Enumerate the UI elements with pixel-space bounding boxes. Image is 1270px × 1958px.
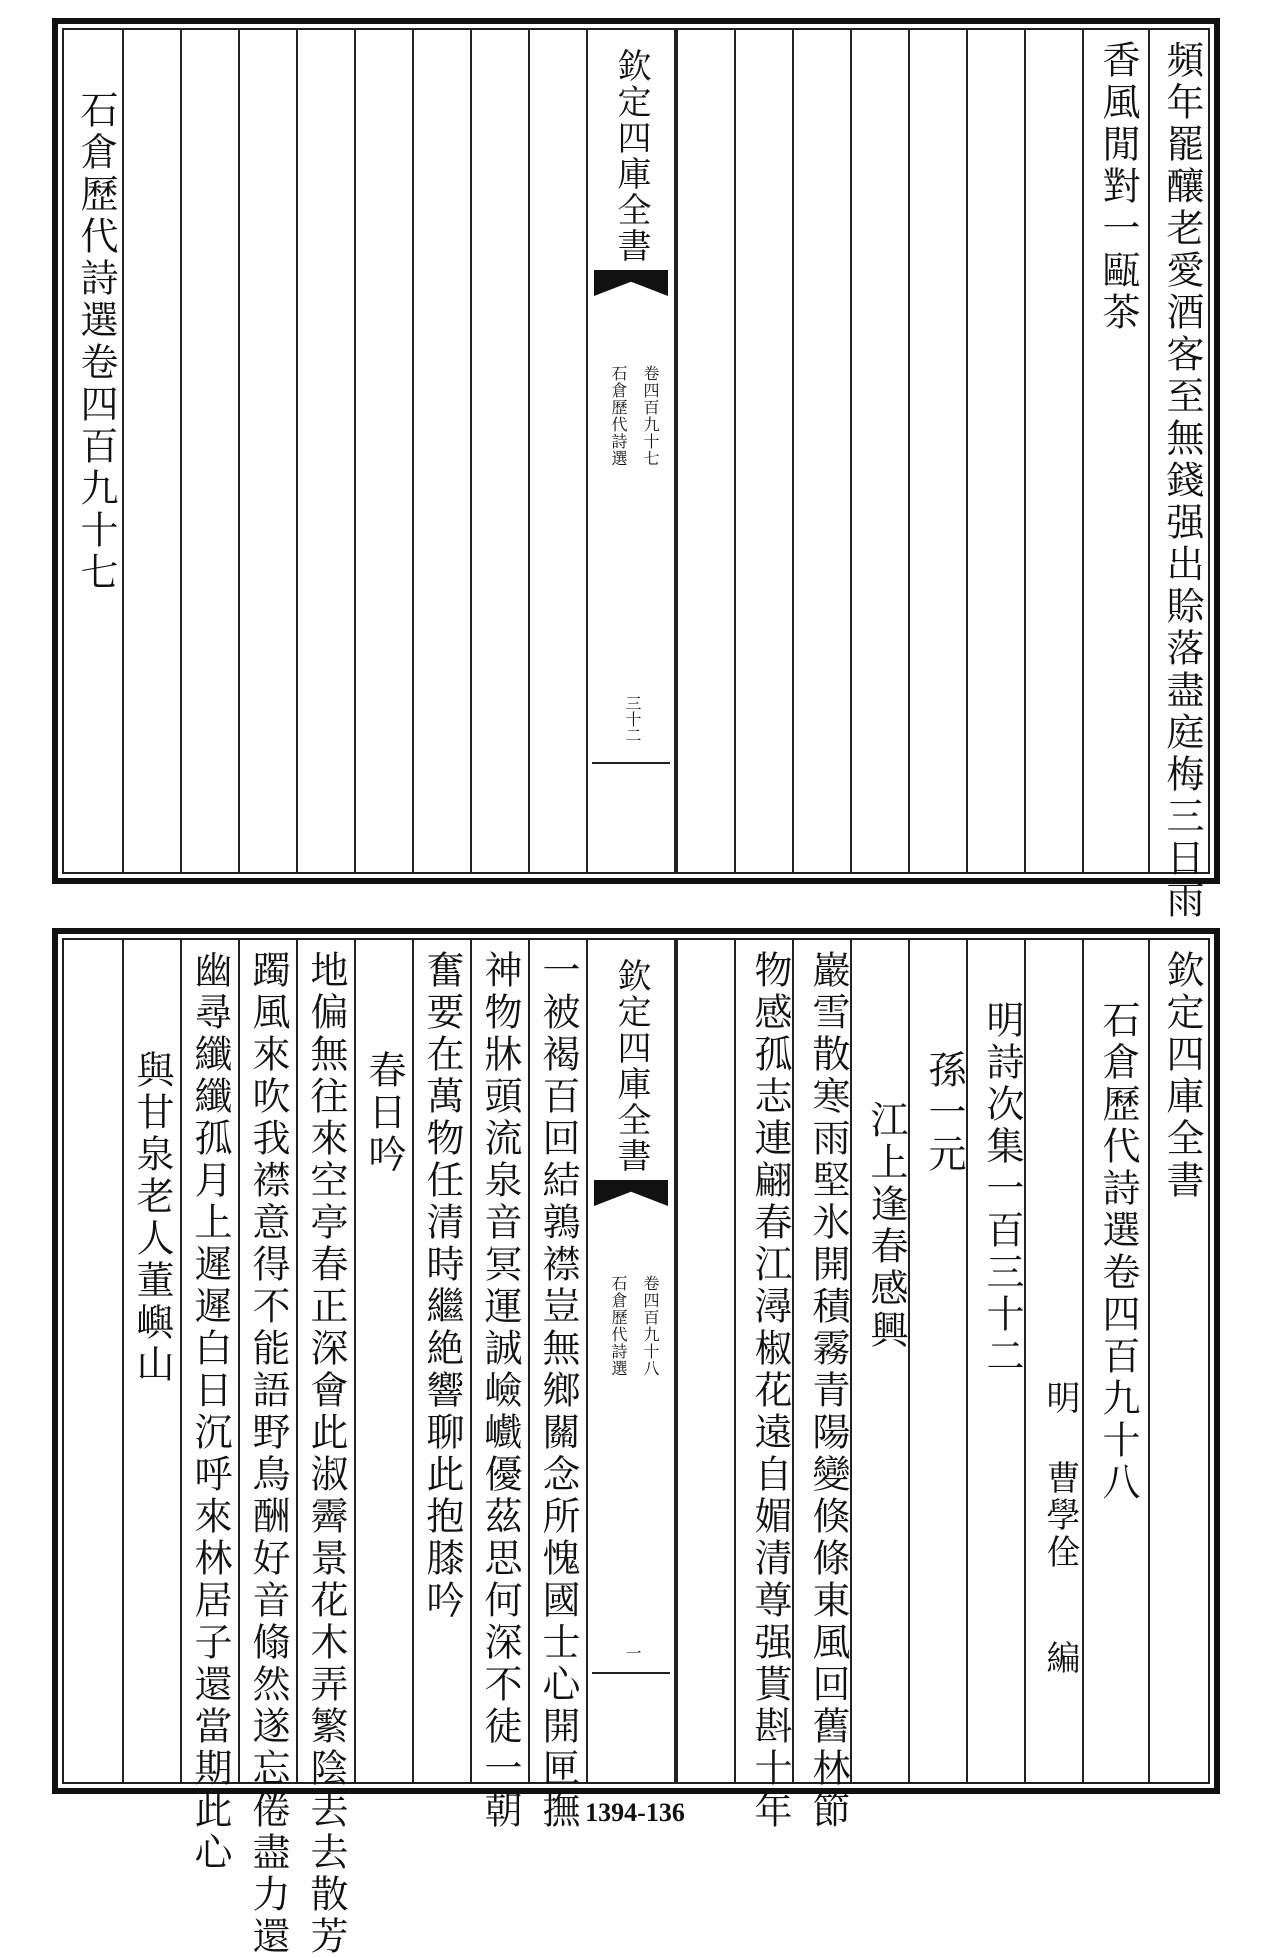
- column-rule: [1082, 30, 1084, 872]
- volume-end-title: 石倉歷代詩選卷四百九十七: [74, 90, 118, 594]
- upper-book-page: [52, 18, 1220, 922]
- column-rule: [792, 30, 794, 872]
- column-rule: [734, 940, 736, 1782]
- compiler-name: 曹學佺: [1040, 1460, 1080, 1571]
- verse-line: 躅風來吹我襟意得不能語野鳥酬好音翛然遂忘倦盡力還: [246, 950, 290, 1958]
- column-rule: [966, 30, 968, 872]
- verse-line: 地偏無往來空亭春正深會此淑霽景花木弄繁陰去去散芳: [304, 950, 348, 1958]
- column-rule: [850, 30, 852, 872]
- volume-title: 石倉歷代詩選卷四百九十八: [1096, 1000, 1140, 1504]
- verse-line: 一被褐百回結鶉襟豈無鄉關念所愧國士心開匣撫: [536, 950, 580, 1832]
- fold-subtitle-volume: 卷四百九十八: [641, 1275, 660, 1377]
- poem-title: 與甘泉老人董嶼山: [130, 1050, 174, 1386]
- compiler-role: 編: [1040, 1640, 1080, 1677]
- column-rule: [122, 940, 124, 1782]
- column-rule: [1024, 30, 1026, 872]
- column-rule: [354, 30, 356, 872]
- column-rule: [676, 30, 678, 872]
- center-fold-column: [586, 30, 676, 872]
- fishtail-mark: [594, 270, 668, 296]
- column-rule: [296, 940, 298, 1782]
- fold-subtitle-book: 石倉歷代詩選: [609, 1275, 628, 1377]
- collection-header: 欽定四庫全書: [1160, 950, 1204, 1202]
- verse-line: 巖雪散寒雨堅氷開積霧青陽變倏條東風回舊林節: [806, 950, 850, 1832]
- column-rule: [908, 30, 910, 872]
- column-rule: [180, 30, 182, 872]
- verse-line: 奮要在萬物任清時繼絶響聊此抱膝吟: [420, 950, 464, 1622]
- verse-line: 幽尋纖纖孤月上遲遲白日沉呼來林居子還當期此心: [188, 950, 232, 1874]
- column-rule: [412, 30, 414, 872]
- fold-subtitle-book: 石倉歷代詩選: [609, 365, 628, 467]
- fold-subtitle-volume: 卷四百九十七: [641, 365, 660, 467]
- column-rule: [528, 940, 530, 1782]
- column-rule: [412, 940, 414, 1782]
- section-title: 明詩次集一百三十二: [980, 1000, 1024, 1378]
- column-rule: [528, 30, 530, 872]
- column-rule: [734, 30, 736, 872]
- column-rule: [238, 30, 240, 872]
- fold-divider: [592, 762, 670, 764]
- poem-title: 春日吟: [362, 1050, 406, 1176]
- poem-title: 江上逢春感興: [864, 1100, 908, 1352]
- reprint-page-code: 1394-136: [585, 1798, 685, 1827]
- verse-line: 頻年罷釀老愛酒客至無錢强出賒落盡庭梅三日雨: [1160, 40, 1204, 922]
- column-rule: [354, 940, 356, 1782]
- fold-page-number: 三十二: [623, 695, 642, 743]
- fishtail-mark: [594, 1180, 668, 1206]
- fold-title: 欽定四庫全書: [611, 48, 651, 264]
- column-rule: [122, 30, 124, 872]
- column-rule: [676, 940, 678, 1782]
- upper-page-frame: [62, 28, 1210, 922]
- verse-line: 神物牀頭流泉音冥運誠嶮巇優茲思何深不徒一朝: [478, 950, 522, 1832]
- column-rule: [1148, 30, 1150, 872]
- dynasty-label: 明: [1040, 1380, 1080, 1417]
- fold-title: 欽定四庫全書: [611, 958, 651, 1174]
- poet-name: 孫一元: [922, 1050, 966, 1176]
- column-rule: [470, 30, 472, 872]
- verse-line: 物感孤志連翩春江潯椒花遠自媚清尊强貰斟十年: [748, 950, 792, 1832]
- column-rule: [908, 940, 910, 1782]
- column-rule: [296, 30, 298, 872]
- fold-page-number: 一: [623, 1645, 642, 1661]
- fold-divider: [592, 1672, 670, 1674]
- column-rule: [238, 940, 240, 1782]
- column-rule: [470, 940, 472, 1782]
- verse-line: 香風閒對一甌茶: [1096, 40, 1140, 334]
- center-fold-column: [586, 940, 676, 1782]
- column-rule: [180, 940, 182, 1782]
- column-rule: [1148, 940, 1150, 1782]
